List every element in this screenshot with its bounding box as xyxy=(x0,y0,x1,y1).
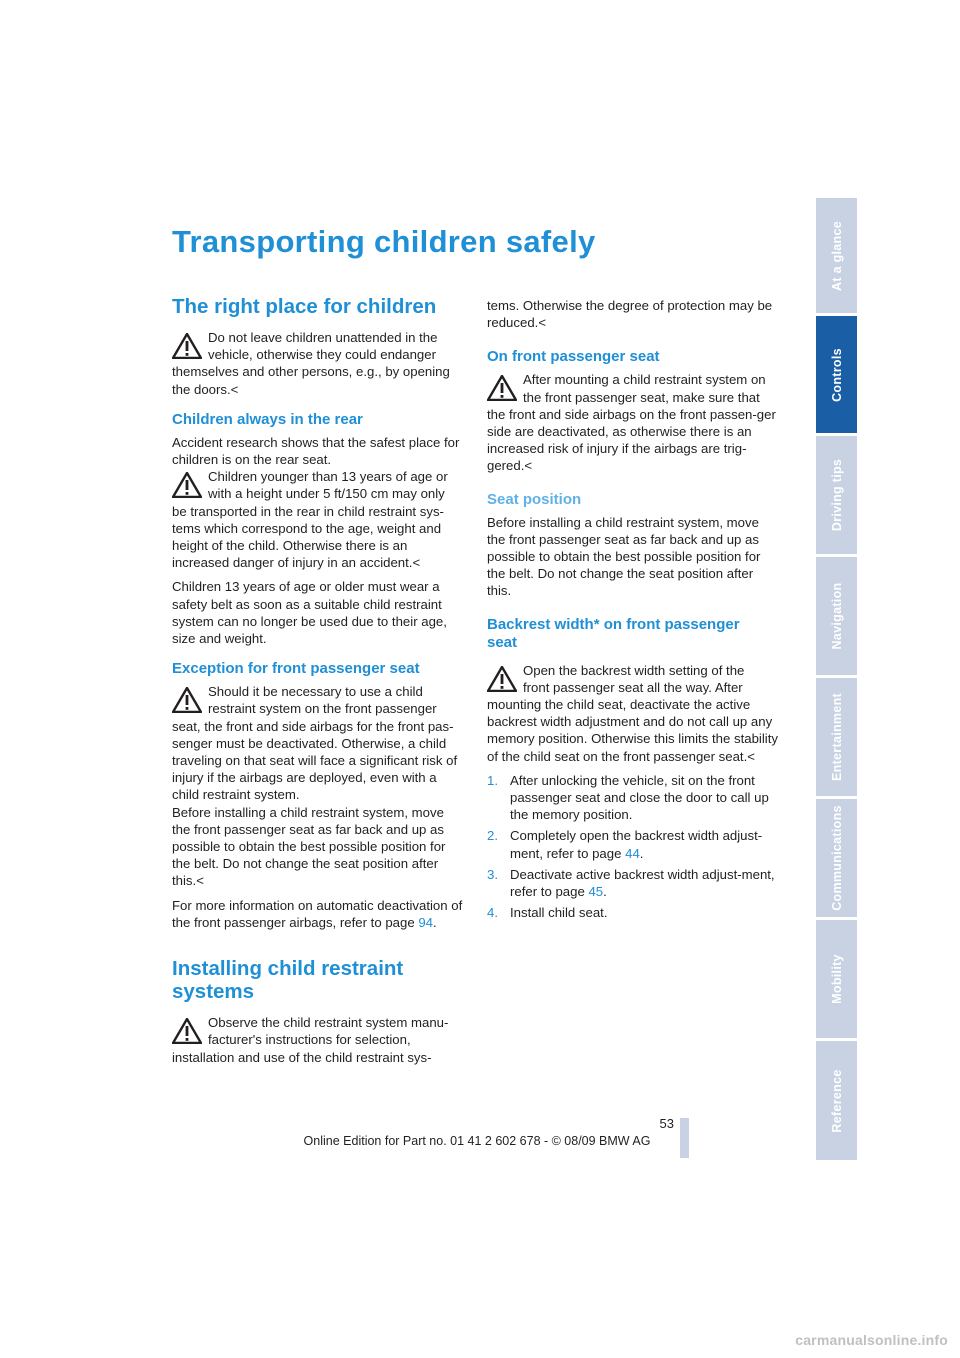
end-mark: < xyxy=(412,555,421,571)
tab-controls[interactable]: Controls xyxy=(816,316,857,433)
steps-list xyxy=(487,772,779,922)
warning-unattended: Do not leave children unattended in the vehicle, otherwise they could endanger themselves and other persons, e.g., by opening the doors.< xyxy=(172,330,450,397)
warning-triangle-icon xyxy=(172,1018,202,1044)
paragraph-rear: Accident research shows that the safest place for children is on the rear seat. xyxy=(172,434,460,468)
tab-communications[interactable]: Communications xyxy=(816,799,857,917)
tab-reference[interactable]: Reference xyxy=(816,1041,857,1160)
heading-installing: Installing child restraint systems xyxy=(172,957,404,1004)
warning-triangle-icon xyxy=(172,472,202,498)
paragraph-continued: tems. Otherwise the degree of protection may be reduced.< xyxy=(487,298,773,331)
tab-at-a-glance[interactable]: At a glance xyxy=(816,198,857,313)
paragraph-seat-position: Before installing a child restraint system, move the front passenger seat as far back and up as possible to obtain the best possible position for the belt. Do not change the seat position after this. xyxy=(487,514,761,599)
paragraph-more-info: For more information on automatic deactivation of the front passenger airbags, refer to page 94. xyxy=(172,897,463,930)
list-item: 4. Install child seat. xyxy=(487,905,608,921)
list-item: 3. Deactivate active backrest width adjust-ment, refer to page 45. xyxy=(487,866,775,900)
warning-age-height: Children younger than 13 years of age or with a height under 5 ft/150 cm may only be transported in the rear in child restraint sys-tems which correspond to the age, weight and height of the child. Otherwise there is an increased danger of injury in an accident.< xyxy=(172,469,448,571)
end-mark: < xyxy=(230,381,239,397)
chapter-tabs xyxy=(816,198,857,1160)
page-title: Transporting children safely xyxy=(172,224,596,259)
left-column xyxy=(172,295,464,1066)
page-number: 53 xyxy=(659,1116,674,1131)
warning-front-seat: Should it be necessary to use a child restraint system on the front passenger seat, the front and side airbags for the front pas-senger must be deactivated. Otherwise, a child traveling on that seat will face a significant risk of injury if the airbags are deployed, even with a child restraint system. Before installing a child restraint system, move the front passenger seat as far back and up as possible to obtain the best possible position for the belt. Do not change the seat position after this.< xyxy=(172,684,458,889)
tab-mobility[interactable]: Mobility xyxy=(816,920,857,1038)
footer: Online Edition for Part no. 01 41 2 602 678 - © 08/09 BMW AG xyxy=(303,1134,651,1148)
page-link-94[interactable]: 94 xyxy=(418,914,433,930)
warning-triangle-icon xyxy=(172,333,202,359)
heading-right-place: The right place for children xyxy=(172,295,437,318)
heading-exception: Exception for front passenger seat xyxy=(172,660,420,678)
heading-seat-position: Seat position xyxy=(487,490,582,508)
end-mark: < xyxy=(538,315,547,331)
end-mark: < xyxy=(524,458,533,474)
watermark: carmanualsonline.info xyxy=(795,1332,948,1348)
end-mark: < xyxy=(747,748,755,764)
list-item: 1. After unlocking the vehicle, sit on the front passenger seat and close the door to call up the memory position. xyxy=(487,772,769,823)
warning-airbags: After mounting a child restraint system on the front passenger seat, make sure that the front and side airbags on the front passen-ger side are deactivated, as otherwise there is an increased risk of injury if the airbags are trig-gered.< xyxy=(487,372,776,474)
heading-rear: Children always in the rear xyxy=(172,410,363,428)
tab-navigation[interactable]: Navigation xyxy=(816,557,857,675)
right-column xyxy=(487,297,779,925)
tab-entertainment[interactable]: Entertainment xyxy=(816,678,857,796)
page-link-44[interactable]: 44 xyxy=(625,845,640,861)
heading-front-seat: On front passenger seat xyxy=(487,348,660,366)
warning-backrest: Open the backrest width setting of the front passenger seat all the way. After mounting the child seat, deactivate the active backrest width adjustment and do not call up any memory position. Otherwise this limits the stability of the child seat on the front passenger seat.< xyxy=(487,662,778,764)
warning-triangle-icon xyxy=(487,666,517,692)
end-mark: < xyxy=(196,873,204,889)
paragraph-older: Children 13 years of age or older must wear a safety belt as soon as a suitable child restraint system can no longer be used due to their age, size and weight. xyxy=(172,579,447,647)
warning-manufacturer: Observe the child restraint system manu- facturer's instructions for selection, installation and use of the child restraint sys- xyxy=(172,1015,449,1065)
warning-triangle-icon xyxy=(487,375,517,401)
warning-triangle-icon xyxy=(172,687,202,713)
heading-backrest: Backrest width* on front passenger seat xyxy=(487,615,740,651)
page-link-45[interactable]: 45 xyxy=(588,884,604,900)
tab-driving-tips[interactable]: Driving tips xyxy=(816,436,857,554)
list-item: 2. Completely open the backrest width adjust-ment, refer to page 44. xyxy=(487,828,763,861)
